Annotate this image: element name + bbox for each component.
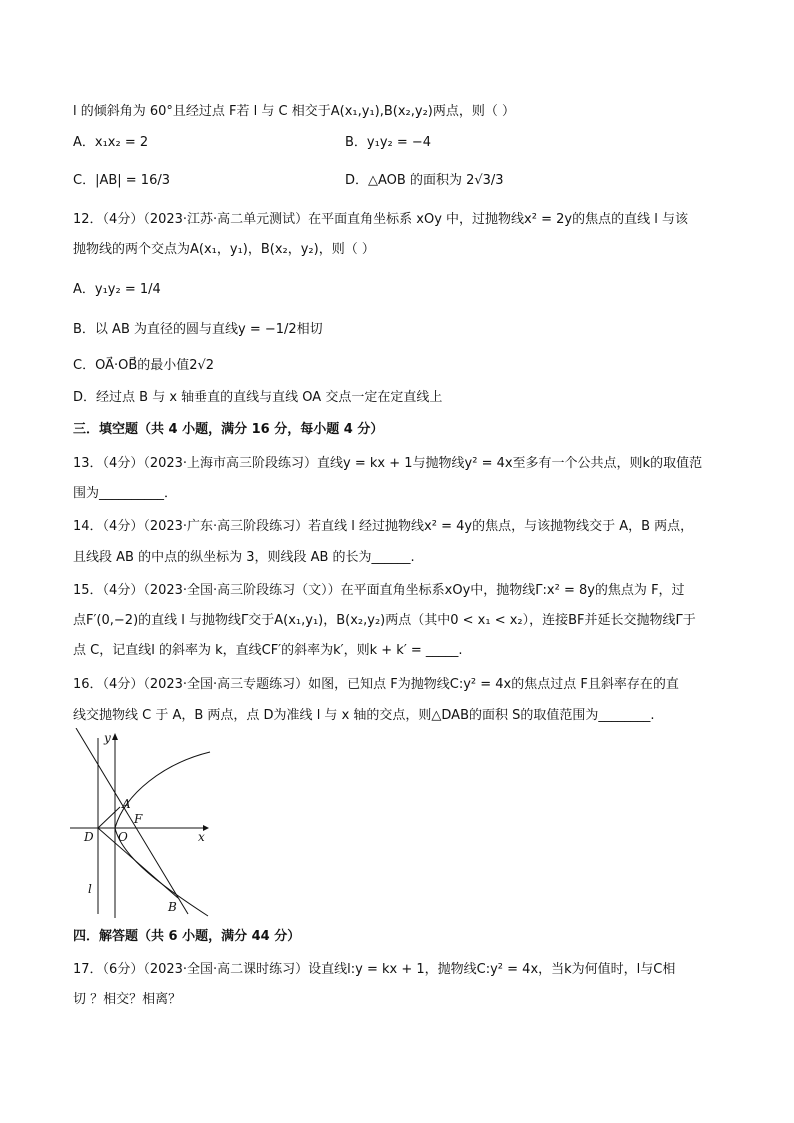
label-l: l — [88, 882, 92, 896]
label-A: A — [122, 797, 131, 811]
q15-stem-2: 点F′(0,−2)的直线 l 与抛物线Γ交于A(x₁,y₁)，B(x₂,y₂)两点（其中0 < x₁ < x₂），连接BF并延长交抛物线Γ于 — [73, 613, 696, 628]
q12-stem-1: 12．（4分）（2023·江苏·高二单元测试）在平面直角坐标系 xOy 中，过抛物线x² = 2y的焦点的直线 l 与该 — [73, 212, 688, 227]
q11-option-c: C．|AB| = 16/3 — [73, 173, 170, 188]
parabola-figure — [70, 728, 220, 918]
q14-stem-2: 且线段 AB 的中点的纵坐标为 3，则线段 AB 的长为______. — [73, 550, 415, 565]
segment-DB — [98, 828, 178, 898]
q13-stem-1: 13．（4分）（2023·上海市高三阶段练习）直线y = kx + 1与抛物线y² = 4x至多有一个公共点，则k的取值范 — [73, 456, 703, 471]
q15-stem-3: 点 C，记直线l 的斜率为 k，直线CF′的斜率为k′，则k + k′ = _____. — [73, 643, 463, 658]
label-O: O — [118, 830, 128, 844]
q11-option-a: A．x₁x₂ = 2 — [73, 135, 149, 150]
q14-stem-1: 14．（4分）（2023·广东·高三阶段练习）若直线 l 经过抛物线x² = 4y的焦点，与该抛物线交于 A，B 两点， — [73, 519, 694, 534]
label-F: F — [134, 812, 143, 826]
line-AB — [76, 728, 188, 914]
q15-stem-1: 15．（4分）（2023·全国·高三阶段练习（文））在平面直角坐标系xOy中，抛物线Γ:x² = 8y的焦点为 F，过 — [73, 583, 685, 598]
section-4-heading: 四．解答题（共 6 小题，满分 44 分） — [73, 929, 301, 944]
q11-option-d: D．△AOB 的面积为 2√3/3 — [345, 173, 504, 188]
y-axis-arrow — [112, 733, 118, 740]
q16-stem-2: 线交抛物线 C 于 A，B 两点，点 D为准线 l 与 x 轴的交点，则△DAB的面积 S的取值范围为________. — [73, 708, 655, 723]
q17-stem-2: 切 ？相交？相离？ — [73, 992, 182, 1007]
section-3-heading: 三．填空题（共 4 小题，满分 16 分，每小题 4 分） — [73, 422, 384, 437]
label-x: x — [198, 830, 205, 844]
q12-option-c: C．OA⃗·OB⃗的最小值2√2 — [73, 358, 215, 373]
q11-option-b: B．y₁y₂ = −4 — [345, 135, 432, 150]
q16-stem-1: 16．（4分）（2023·全国·高三专题练习）如图，已知点 F为抛物线C:y² = 4x的焦点过点 F且斜率存在的直 — [73, 677, 679, 692]
q12-option-b: B．以 AB 为直径的圆与直线y = −1/2相切 — [73, 322, 323, 337]
label-y: y — [104, 731, 111, 745]
label-D: D — [84, 830, 94, 844]
q13-stem-2: 围为__________． — [73, 486, 178, 501]
q11-stem-tail: l 的倾斜角为 60°且经过点 F若 l 与 C 相交于A(x₁,y₁),B(x₂,y₂)两点，则（ ） — [73, 104, 515, 119]
label-B: B — [168, 900, 177, 914]
q12-stem-2: 抛物线的两个交点为A(x₁，y₁)，B(x₂，y₂)，则（ ） — [73, 242, 375, 257]
q17-stem-1: 17．（6分）（2023·全国·高二课时练习）设直线l:y = kx + 1，抛物线C:y² = 4x，当k为何值时，l与C相 — [73, 962, 676, 977]
parabola-curve — [115, 752, 210, 916]
q12-option-a: A．y₁y₂ = 1/4 — [73, 282, 161, 297]
segment-DA — [98, 807, 120, 828]
q12-option-d: D．经过点 B 与 x 轴垂直的直线与直线 OA 交点一定在定直线上 — [73, 390, 443, 405]
